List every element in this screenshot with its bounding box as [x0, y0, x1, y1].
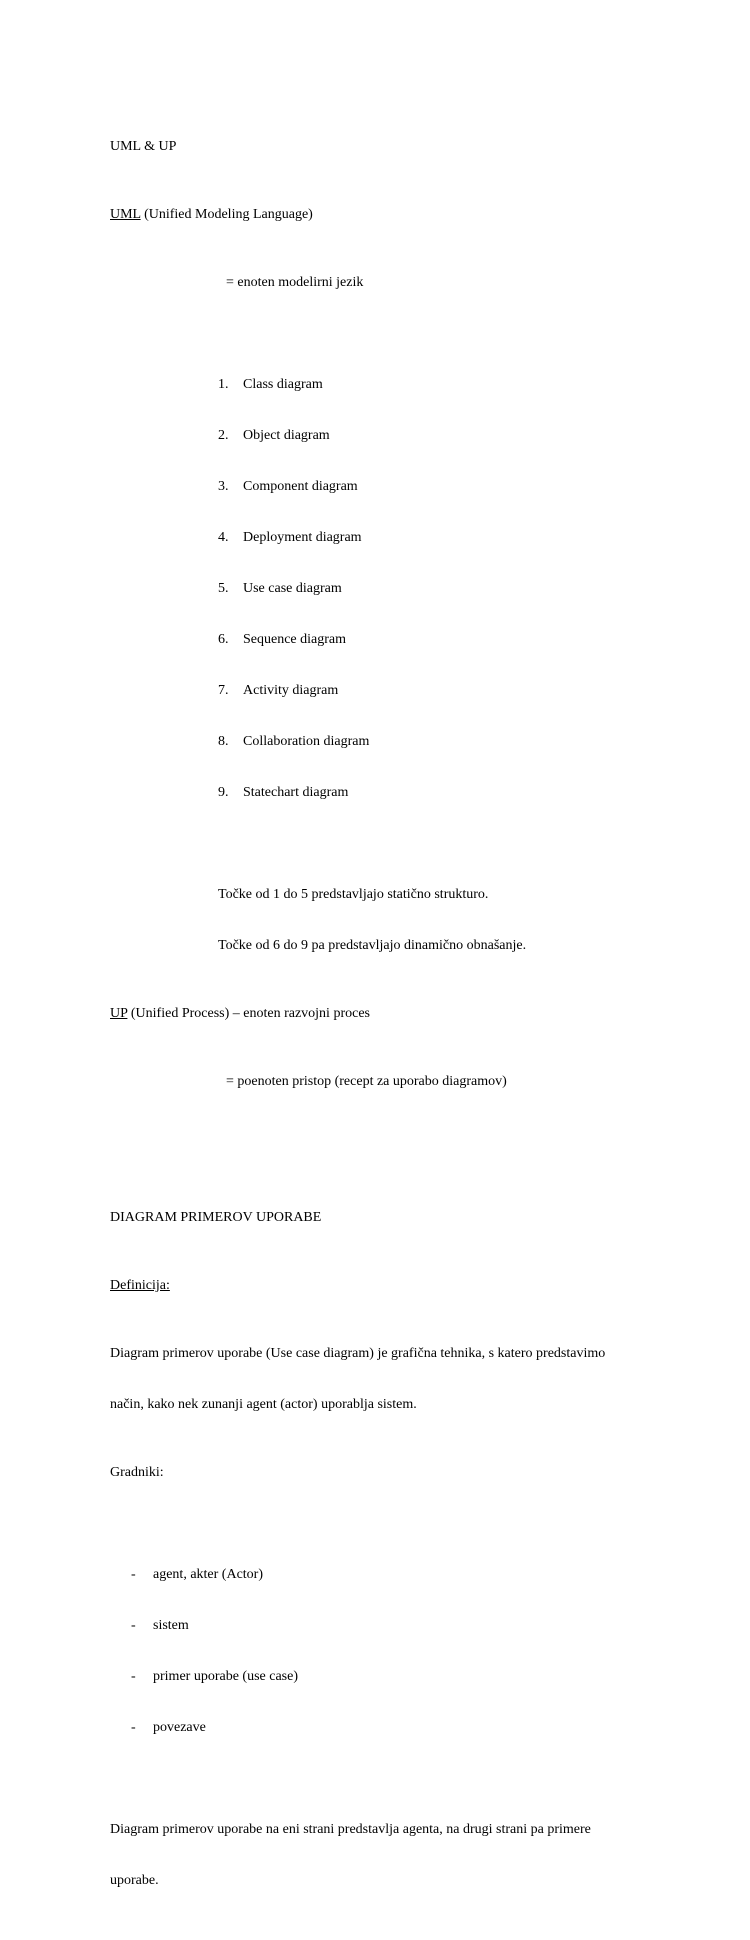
uml-note-dynamic: Točke od 6 do 9 pa predstavljajo dinamično obnašanje. — [218, 938, 527, 953]
list-item — [218, 529, 670, 546]
list-item-label: sistem — [153, 1618, 189, 1633]
list-item — [218, 376, 670, 393]
list-item — [131, 1566, 670, 1583]
list-item — [218, 580, 670, 597]
list-item-label: Collaboration diagram — [243, 734, 370, 749]
list-item-label: Activity diagram — [243, 683, 339, 698]
list-item — [218, 631, 670, 648]
closing-text-line: uporabe. — [110, 1873, 159, 1888]
list-item — [131, 1668, 670, 1685]
up-term-line — [110, 1005, 670, 1022]
up-definition-line: = poenoten pristop (recept za uporabo diagramov) — [226, 1074, 507, 1089]
doc-title-text: UML & UP — [110, 139, 177, 154]
list-item-label: Use case diagram — [243, 581, 342, 596]
closing-text-line: Diagram primerov uporabe na eni strani predstavlja agenta, na drugi strani pa primere — [110, 1822, 591, 1837]
list-item-number: 4. — [218, 530, 229, 545]
list-item-number: 9. — [218, 785, 229, 800]
list-item-number: 1. — [218, 377, 229, 392]
list-item-number: 3. — [218, 479, 229, 494]
list-item-label: Class diagram — [243, 377, 323, 392]
definition-text-line: Diagram primerov uporabe (Use case diagram) je grafična tehnika, s katero predstavimo — [110, 1346, 606, 1361]
definition-label: Definicija: — [110, 1278, 170, 1293]
list-item-label: primer uporabe (use case) — [153, 1669, 298, 1684]
list-item-number: 8. — [218, 734, 229, 749]
up-term: UP — [110, 1006, 128, 1021]
usecase-heading: DIAGRAM PRIMEROV UPORABE — [110, 1210, 322, 1225]
list-item-number: 2. — [218, 428, 229, 443]
document-content — [110, 87, 670, 1940]
doc-title — [110, 138, 670, 155]
list-item-dash: - — [131, 1669, 136, 1684]
uml-term-rest: (Unified Modeling Language) — [140, 207, 313, 222]
uml-term: UML — [110, 207, 141, 222]
list-item — [218, 733, 670, 750]
blank-line — [110, 1141, 670, 1158]
list-item-number: 7. — [218, 683, 229, 698]
list-item — [218, 478, 670, 495]
list-item — [131, 1617, 670, 1634]
list-item-dash: - — [131, 1567, 136, 1582]
list-item-dash: - — [131, 1720, 136, 1735]
list-item-label: povezave — [153, 1720, 206, 1735]
list-item-number: 6. — [218, 632, 229, 647]
list-item-label: Sequence diagram — [243, 632, 347, 647]
uml-definition-line: = enoten modelirni jezik — [226, 275, 364, 290]
uml-diagram-list — [110, 342, 670, 835]
list-item-label: Statechart diagram — [243, 785, 349, 800]
definition-label-line — [110, 1277, 670, 1294]
uml-note-static: Točke od 1 do 5 predstavljajo statično strukturo. — [218, 887, 489, 902]
components-list — [110, 1532, 670, 1770]
list-item — [131, 1719, 670, 1736]
up-term-rest: (Unified Process) – enoten razvojni proces — [127, 1006, 370, 1021]
list-item — [218, 682, 670, 699]
definition-text-line: način, kako nek zunanji agent (actor) uporablja sistem. — [110, 1397, 417, 1412]
uml-term-line — [110, 206, 670, 223]
list-item-number: 5. — [218, 581, 229, 596]
list-item — [218, 427, 670, 444]
list-item — [218, 784, 670, 801]
list-item-label: Object diagram — [243, 428, 330, 443]
list-item-label: agent, akter (Actor) — [153, 1567, 263, 1582]
components-label: Gradniki: — [110, 1465, 164, 1480]
list-item-dash: - — [131, 1618, 136, 1633]
list-item-label: Deployment diagram — [243, 530, 362, 545]
list-item-label: Component diagram — [243, 479, 358, 494]
